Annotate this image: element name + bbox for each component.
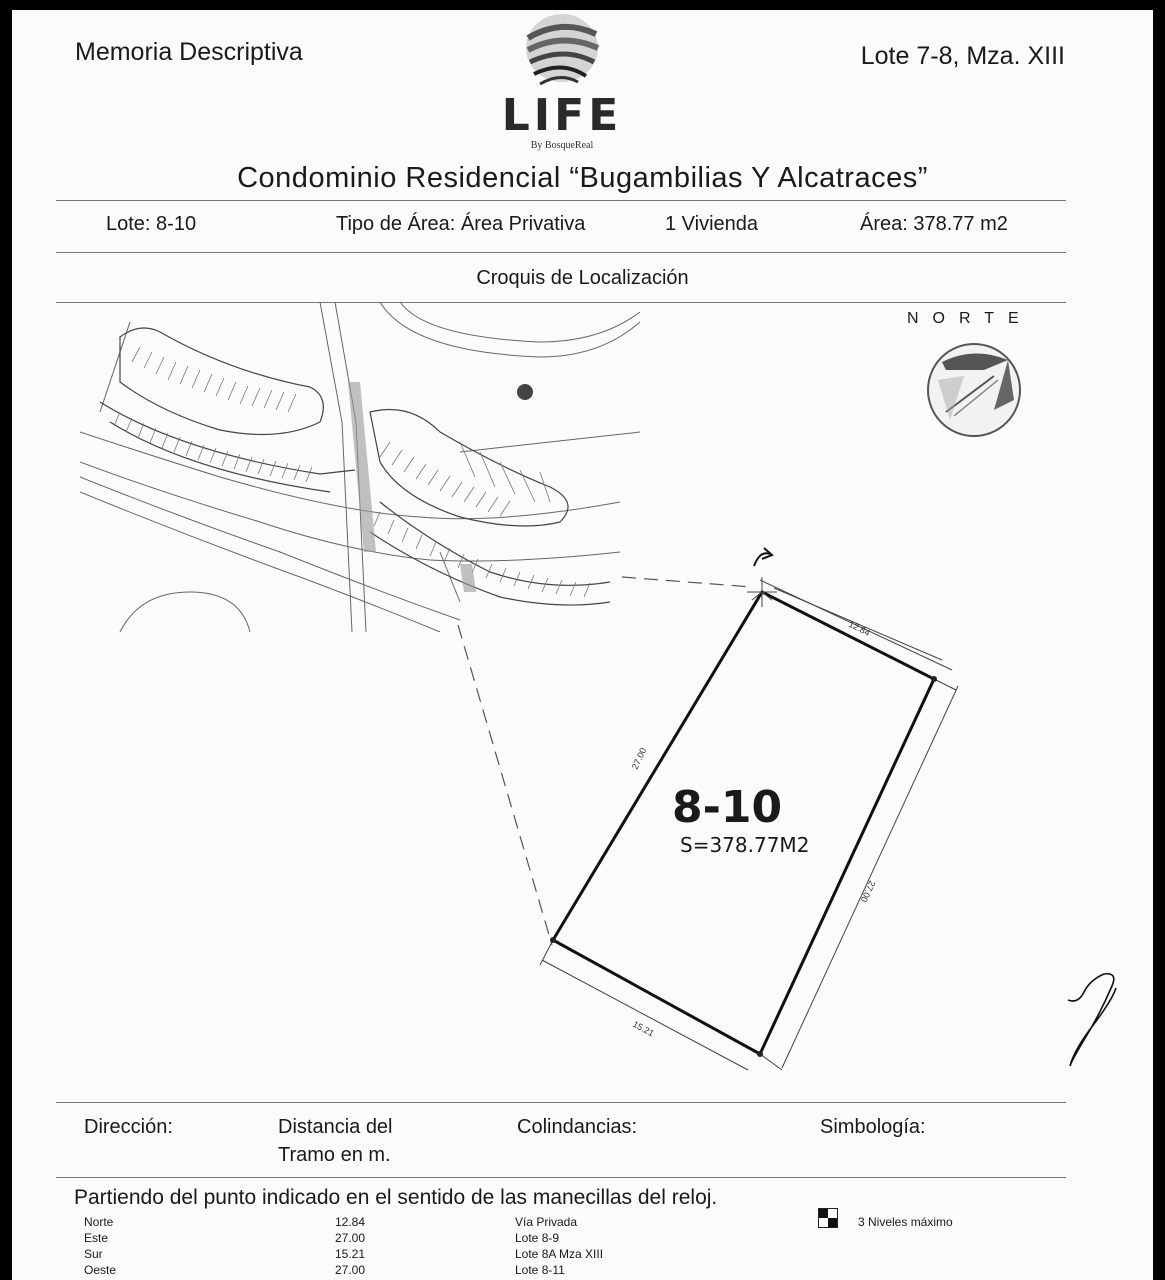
divider	[56, 1177, 1066, 1178]
row-direccion: Este	[84, 1231, 109, 1245]
signature-mark	[1064, 970, 1124, 1070]
row-direccion: Norte	[84, 1215, 114, 1229]
dim-north-label: 12.84	[847, 618, 872, 639]
lot-number: 8-10	[672, 782, 783, 833]
north-label: NORTE	[907, 310, 1033, 327]
logo-subtitle: By BosqueReal	[530, 140, 594, 151]
start-arrow-icon	[754, 553, 770, 566]
header-simbologia: Simbología:	[820, 1116, 926, 1138]
row-colindancia: Lote 8A Mza XIII	[515, 1247, 604, 1261]
row-distancia: 27.00	[335, 1263, 366, 1277]
condominio-title: Condominio Residencial “Bugambilias Y Alcatraces”	[237, 162, 928, 194]
levels-symbol-text: 3 Niveles máximo	[858, 1215, 953, 1229]
row-colindancia: Lote 8-9	[515, 1231, 560, 1245]
header-distancia-line2: Tramo en m.	[278, 1144, 391, 1166]
row-distancia: 27.00	[335, 1231, 366, 1245]
lot-reference: Lote 7-8, Mza. XIII	[860, 42, 1065, 70]
row-direccion: Oeste	[84, 1263, 117, 1277]
header-direccion: Dirección:	[84, 1116, 173, 1138]
lot-drawing	[12, 10, 1153, 1110]
document-page	[12, 10, 1153, 1280]
dim-east-label: 27.00	[858, 879, 878, 904]
header-distancia	[278, 1113, 393, 1169]
row-distancia: 15.21	[335, 1247, 366, 1261]
lot-surface: S=378.77M2	[680, 833, 810, 857]
croquis-title: Croquis de Localización	[476, 267, 689, 289]
divider	[56, 1102, 1066, 1103]
dim-south-label: 15.21	[631, 1018, 656, 1039]
row-distancia: 12.84	[335, 1215, 366, 1229]
levels-symbol-icon	[818, 1208, 838, 1228]
partiendo-text: Partiendo del punto indicado en el sentido de las manecillas del reloj.	[74, 1186, 718, 1209]
header-colindancias: Colindancias:	[517, 1116, 638, 1138]
doc-title: Memoria Descriptiva	[75, 38, 303, 66]
info-area: Área: 378.77 m2	[860, 213, 1008, 235]
logo-word: LIFE	[501, 90, 623, 141]
row-colindancia: Vía Privada	[515, 1215, 578, 1229]
header-distancia-line1: Distancia del	[278, 1116, 393, 1138]
info-tipo-area: Tipo de Área: Área Privativa	[336, 213, 586, 235]
dim-west-label: 27.00	[629, 746, 649, 771]
row-colindancia: Lote 8-11	[515, 1263, 565, 1277]
row-direccion: Sur	[84, 1247, 103, 1261]
info-vivienda: 1 Vivienda	[665, 213, 759, 235]
info-lote: Lote: 8-10	[106, 213, 197, 235]
